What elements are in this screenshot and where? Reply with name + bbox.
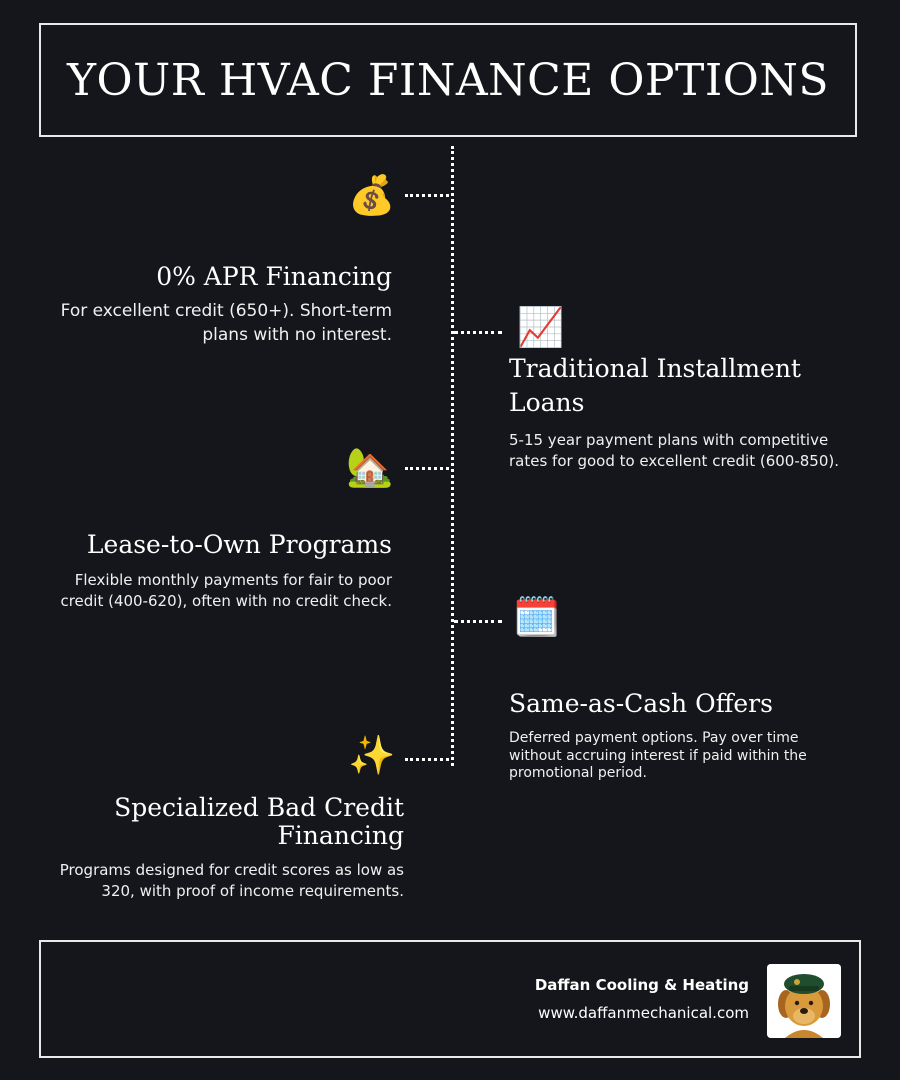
dog-mascot-logo: [767, 964, 841, 1038]
chart-increasing-icon: 📈: [517, 305, 565, 349]
option-heading: Specialized Bad Credit Financing: [114, 793, 404, 850]
option-heading: Lease-to-Own Programs: [86, 530, 392, 559]
money-bag-icon: 💰: [348, 173, 396, 217]
page-title: YOUR HVAC FINANCE OPTIONS: [67, 54, 829, 106]
connector: [405, 194, 449, 197]
connector: [454, 331, 502, 334]
timeline-line: [451, 146, 454, 766]
house-with-garden-icon: 🏡: [346, 445, 394, 489]
option-description: Flexible monthly payments for fair to poor credit (400-620), often with no credit check.: [60, 571, 392, 610]
dog-mascot-icon: [767, 964, 841, 1038]
website-link[interactable]: www.daffanmechanical.com: [538, 1004, 749, 1022]
option-description: Programs designed for credit scores as low as 320, with proof of income requirements.: [59, 861, 404, 900]
connector: [405, 467, 449, 470]
option-heading: Same-as-Cash Offers: [509, 689, 773, 718]
connector: [454, 620, 502, 623]
option-heading: 0% APR Financing: [156, 262, 392, 291]
option-heading: Traditional Installment Loans: [509, 354, 801, 417]
footer: [39, 940, 861, 1058]
title-box: [39, 23, 857, 137]
spiral-calendar-icon: 🗓️: [513, 595, 561, 639]
option-description: Deferred payment options. Pay over time without accruing interest if paid within the promotional period.: [509, 730, 807, 781]
company-name: Daffan Cooling & Heating: [534, 976, 749, 994]
option-description: 5-15 year payment plans with competitive rates for good to excellent credit (600-850).: [509, 431, 840, 470]
option-description: For excellent credit (650+). Short-term plans with no interest.: [60, 301, 392, 345]
sparkles-icon: ✨: [348, 733, 396, 777]
connector: [405, 758, 449, 761]
